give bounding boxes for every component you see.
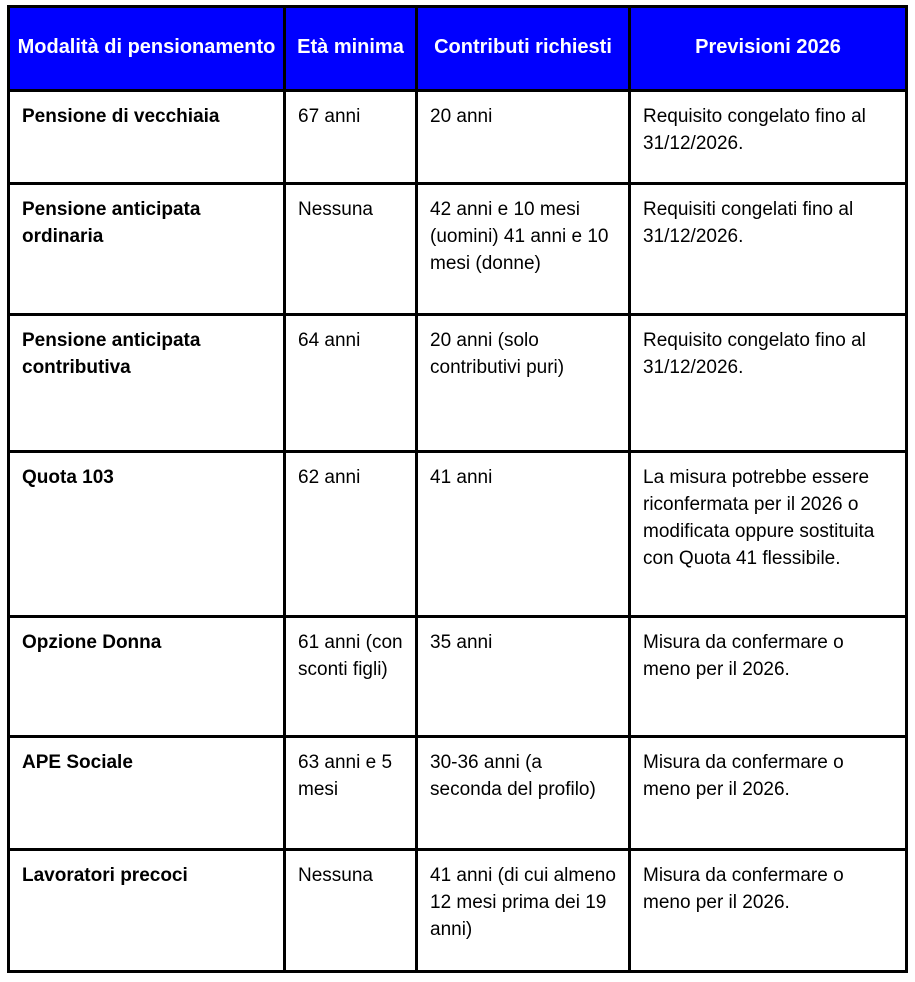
cell-eta-minima: 63 anni e 5 mesi bbox=[285, 737, 417, 850]
cell-contributi: 30-36 anni (a seconda del profilo) bbox=[417, 737, 630, 850]
cell-modalita: Pensione anticipata contributiva bbox=[9, 315, 285, 452]
cell-modalita: Quota 103 bbox=[9, 452, 285, 617]
cell-contributi: 20 anni bbox=[417, 91, 630, 184]
table-row bbox=[9, 91, 907, 184]
table-body bbox=[9, 91, 907, 972]
cell-modalita: Opzione Donna bbox=[9, 617, 285, 737]
cell-previsioni: Misura da confermare o meno per il 2026. bbox=[630, 850, 907, 972]
cell-previsioni: Misura da confermare o meno per il 2026. bbox=[630, 617, 907, 737]
cell-modalita: Pensione di vecchiaia bbox=[9, 91, 285, 184]
cell-eta-minima: 64 anni bbox=[285, 315, 417, 452]
cell-previsioni: Requisiti congelati fino al 31/12/2026. bbox=[630, 184, 907, 315]
cell-eta-minima: Nessuna bbox=[285, 850, 417, 972]
cell-eta-minima: 67 anni bbox=[285, 91, 417, 184]
cell-eta-minima: Nessuna bbox=[285, 184, 417, 315]
cell-contributi: 41 anni (di cui almeno 12 mesi prima dei 19 anni) bbox=[417, 850, 630, 972]
cell-modalita: Lavoratori precoci bbox=[9, 850, 285, 972]
column-header-contributi: Contributi richiesti bbox=[417, 7, 630, 91]
column-header-eta-minima: Età minima bbox=[285, 7, 417, 91]
cell-contributi: 35 anni bbox=[417, 617, 630, 737]
cell-previsioni: Misura da confermare o meno per il 2026. bbox=[630, 737, 907, 850]
table-row bbox=[9, 184, 907, 315]
cell-eta-minima: 62 anni bbox=[285, 452, 417, 617]
table-row bbox=[9, 737, 907, 850]
cell-previsioni: Requisito congelato fino al 31/12/2026. bbox=[630, 315, 907, 452]
column-header-modalita: Modalità di pensionamento bbox=[9, 7, 285, 91]
cell-previsioni: Requisito congelato fino al 31/12/2026. bbox=[630, 91, 907, 184]
cell-modalita: Pensione anticipata ordinaria bbox=[9, 184, 285, 315]
table-row bbox=[9, 452, 907, 617]
header-row bbox=[9, 7, 907, 91]
cell-contributi: 42 anni e 10 mesi (uomini) 41 anni e 10 mesi (donne) bbox=[417, 184, 630, 315]
cell-modalita: APE Sociale bbox=[9, 737, 285, 850]
table-row bbox=[9, 850, 907, 972]
cell-contributi: 41 anni bbox=[417, 452, 630, 617]
table-row bbox=[9, 315, 907, 452]
cell-eta-minima: 61 anni (con sconti figli) bbox=[285, 617, 417, 737]
column-header-previsioni: Previsioni 2026 bbox=[630, 7, 907, 91]
pension-requirements-table bbox=[7, 5, 908, 973]
cell-previsioni: La misura potrebbe essere riconfermata per il 2026 o modificata oppure sostituita con Quota 41 flessibile. bbox=[630, 452, 907, 617]
table-row bbox=[9, 617, 907, 737]
table-header bbox=[9, 7, 907, 91]
cell-contributi: 20 anni (solo contributivi puri) bbox=[417, 315, 630, 452]
